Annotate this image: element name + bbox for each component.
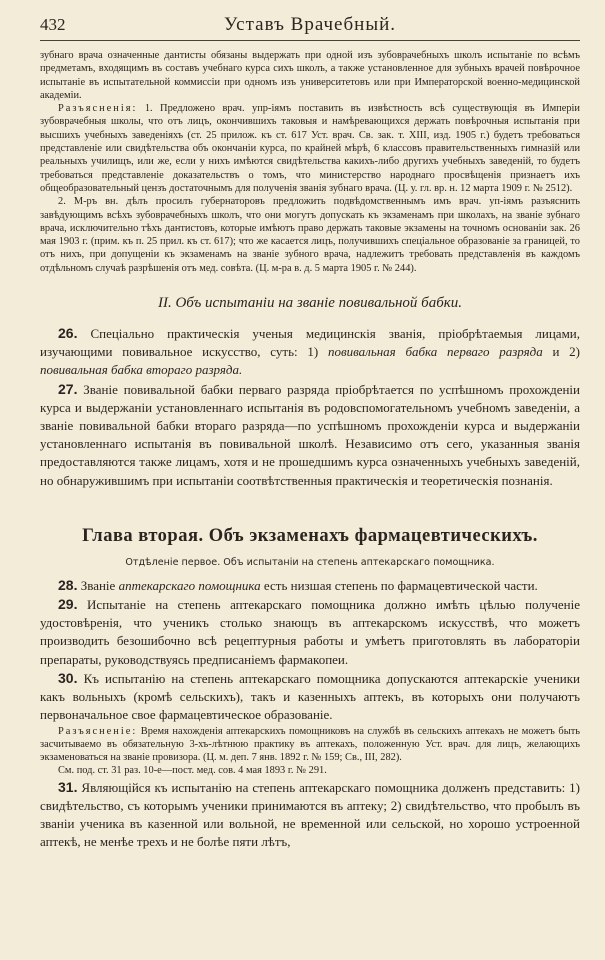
article-text: Званіе повивальной бабки перваго разряда пріобрѣтается по успѣшномъ прохожденіи курса и выдержаніи установленнаго испытанія въ родовспомогательномъ учебномъ заведеніи, а званіе повивальной бабки втораго разряда—по успѣшномъ прохожденіи курса и выдержаніи установленнаго испытанія въ повивальной школѣ. Независимо отъ сего, указанныя званія предоставляются также лицамъ, хотя и не прошедшимъ курса означенныхъ учебныхъ заведеній, но обнаружившимъ при испытаніи соотвѣтственныя практическія и теоретическія познанія. xyxy=(40,381,581,488)
page-header xyxy=(40,14,580,41)
explanation-art30 xyxy=(40,725,580,765)
article-26 xyxy=(40,324,580,380)
article-term: повивальная бабка перваго разряда xyxy=(327,344,543,360)
article-28 xyxy=(40,576,580,595)
article-30 xyxy=(40,669,580,725)
article-text: Являющійся къ испытанію на степень аптекарскаго помощника долженъ представить: 1) свидѣтельство, съ которымъ ученики принимаются въ аптеку; 2) свидѣтельство, что пробылъ въ званіи ученика въ казенной или вольной, не временной или сельской, но хорошо устроенной аптекѣ, не менѣе трехъ и не болѣе пяти лѣтъ, xyxy=(40,779,580,850)
pharmacy-articles-cont xyxy=(40,778,580,852)
article-number: 31. xyxy=(58,778,78,795)
article-text: и 2) xyxy=(552,344,580,360)
article-number: 27. xyxy=(58,380,78,397)
midwife-articles xyxy=(40,324,580,490)
article-text: Спеціально практическія ученыя медицинскія званія, пріобрѣтаемыя лицами, изучающими повивальное искусство, суть: 1) xyxy=(40,326,581,360)
note-label: Разъясненія: xyxy=(58,103,138,115)
article-term: аптекарскаго помощника xyxy=(118,577,261,593)
note-label: Разъясненіе: xyxy=(58,725,138,737)
pharmacy-articles xyxy=(40,576,580,725)
section-heading-midwife: II. Объ испытаніи на званіе повивальной бабки. xyxy=(157,295,463,312)
article-number: 26. xyxy=(58,325,78,342)
article-number: 29. xyxy=(58,596,78,613)
article-number: 28. xyxy=(58,576,78,593)
page xyxy=(40,14,580,852)
continuation-paragraph: зубнаго врача означенные дантисты обязаны выдержать при одной изъ зубоврачебныхъ школъ испытаніе по всѣмъ предметамъ, входящимъ въ составъ учебнаго курса сихъ школъ, а также установленное для зубныхъ врачей повѣрочное испытаніе въ испытательной коммиссіи при одномъ изъ университетовъ или при Императорской военно-медицинской академіи. xyxy=(40,50,580,101)
article-30-notes xyxy=(40,725,580,778)
article-text: есть низшая степень по фармацевтической части. xyxy=(263,577,538,593)
division-heading: Отдѣленіе первое. Объ испытаніи на степень аптекарскаго помощника. xyxy=(125,556,495,568)
top-notes-block xyxy=(40,49,580,275)
cross-reference: См. под. ст. 31 раз. 10-е—пост. мед. сов. 4 мая 1893 г. № 291. xyxy=(58,765,327,777)
article-text: Званіе xyxy=(80,577,116,593)
explanation-2: 2. М-ръ вн. дѣлъ просилъ губернаторовъ предложить подвѣдомственнымъ имъ врач. уп-іямъ разъяснить завѣдующимъ всѣхъ зубоврачебныхъ школъ, что они могутъ допускать къ экзаменамъ при школахъ, на званіе зубнаго врача, исключительно тѣхъ дантистовъ, которые имѣютъ право держать таковые экзамены на точномъ основаніи зак. 26 мая 1903 г. (прим. къ п. 25 прил. къ ст. 617); что же касается лицъ, получившихъ спеціальное образованіе за границей, то отъ нихъ, при допущеніи къ экзаменамъ на званіе зубного врача, надлежитъ требовать представленія въ каждомъ отдѣльномъ случаѣ разрѣшенія отъ мед. совѣта. (Ц. м-ра в. д. 5 марта 1905 г. № 244). xyxy=(40,196,580,274)
explanation-1-text: 1. Предложено врач. упр-іямъ поставить въ извѣстность всѣ существующія въ Имперіи зубоврачебныя школы, что отъ лицъ, окончившихъ таковыя и намѣревающихся держать повѣрочныя испытанія при высшихъ учебныхъ заведеніяхъ (ст. 25 прилож. къ ст. 617 Уст. врач. Св. зак. т. XIII, изд. 1905 г.) будетъ требоваться представленіе или свидѣтельства объ окончаніи курса, по крайней мѣрѣ, 6 классовъ правительственныхъ гимназій или реальныхъ училищъ, или же, если у нихъ имѣются свидѣтельства какихъ-либо другихъ учебныхъ заведеній, то будетъ требоваться представленіе доказательствъ о томъ, что министерство народнаго просвѣщенія признаетъ ихъ общеобразовательный цензъ достаточнымъ для полученія званія зубнаго врача. (Ц. у. гл. вр. н. 12 марта 1909 г. № 2512). xyxy=(40,103,580,194)
article-31 xyxy=(40,778,580,852)
explanation-text: Время нахожденія аптекарскихъ помощниковъ на службѣ въ сельскихъ аптекахъ не можетъ быть засчитываемо въ обязательную 3-хъ-лѣтнюю практику въ аптекахъ, положенную Уст. врач. для лицъ, желающихъ экзаменоваться на званіе провизора. (Ц. м. деп. 7 янв. 1892 г. № 159; Св., III, 282). xyxy=(40,725,580,764)
article-27 xyxy=(40,380,580,490)
article-number: 30. xyxy=(58,669,78,686)
article-text: Испытаніе на степень аптекарскаго помощника должно имѣть цѣлью полученіе удостовѣренія, что ученикъ столько знающъ въ аптекарскомъ искусствѣ, что можетъ производить безошибочно всѣ рецептурныя работы и умѣетъ приготовлять въ лабораторіи препараты, руководствуясь предписаніемъ фармакопеи. xyxy=(40,597,580,667)
chapter-heading: Глава вторая. Объ экзаменахъ фармацевтическихъ. xyxy=(82,525,538,546)
article-text: Къ испытанію на степень аптекарскаго помощника допускаются аптекарскіе ученики какъ вольныхъ (кромѣ сельскихъ), такъ и казенныхъ аптекъ, въ которыхъ они получаютъ первоначальное свое фармацевтическое образованіе. xyxy=(40,670,581,723)
explanation-1 xyxy=(40,102,580,195)
article-term: повивальная бабка втораго разряда. xyxy=(40,362,243,378)
page-number: 432 xyxy=(40,15,66,34)
running-title: Уставъ Врачебный. xyxy=(224,14,396,35)
article-29 xyxy=(40,595,580,669)
